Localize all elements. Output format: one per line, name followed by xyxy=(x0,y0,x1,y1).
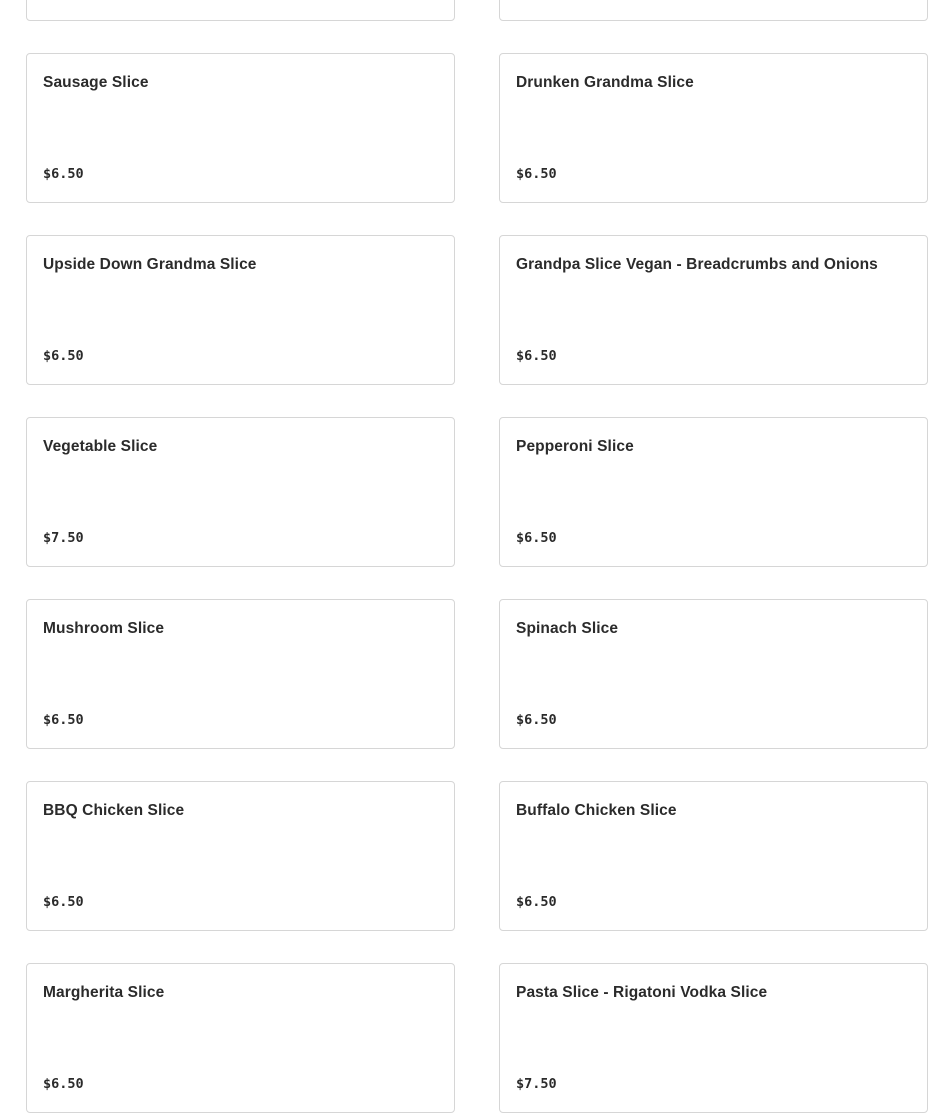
menu-item-card[interactable] xyxy=(499,417,928,567)
menu-item-name: Buffalo Chicken Slice xyxy=(516,802,677,819)
menu-item-price: $7.50 xyxy=(516,1076,557,1092)
menu-item-price: $6.50 xyxy=(43,348,84,364)
menu-item-name: Margherita Slice xyxy=(43,984,165,1001)
menu-item-name: Drunken Grandma Slice xyxy=(516,74,694,91)
menu-item-price: $6.50 xyxy=(516,712,557,728)
menu-item-card[interactable] xyxy=(499,781,928,931)
menu-item-name: Mushroom Slice xyxy=(43,620,165,637)
menu-item-card[interactable] xyxy=(26,963,455,1113)
menu-item-price: $6.50 xyxy=(43,166,84,182)
menu-item-card[interactable] xyxy=(26,53,455,203)
menu-item-price: $6.50 xyxy=(43,712,84,728)
menu-item-card[interactable] xyxy=(26,599,455,749)
menu-item-grid xyxy=(26,0,928,1113)
menu-item-name: Sausage Slice xyxy=(43,74,149,91)
menu-item-card[interactable] xyxy=(499,53,928,203)
menu-item-price: $6.50 xyxy=(516,348,557,364)
menu-item-card[interactable] xyxy=(26,417,455,567)
menu-item-price: $6.50 xyxy=(43,1076,84,1092)
menu-item-card[interactable] xyxy=(26,235,455,385)
menu-item-name: Pepperoni Slice xyxy=(516,438,634,455)
menu-item-name: Upside Down Grandma Slice xyxy=(43,256,257,273)
menu-item-card[interactable] xyxy=(26,0,455,21)
menu-item-name: Grandpa Slice Vegan - Breadcrumbs and Onions xyxy=(516,256,878,273)
menu-item-name: Pasta Slice - Rigatoni Vodka Slice xyxy=(516,984,768,1001)
menu-item-price: $6.50 xyxy=(516,166,557,182)
menu-item-price: $7.50 xyxy=(43,530,84,546)
menu-item-price: $6.50 xyxy=(516,530,557,546)
menu-item-card[interactable] xyxy=(26,781,455,931)
menu-item-card[interactable] xyxy=(499,0,928,21)
menu-item-card[interactable] xyxy=(499,599,928,749)
menu-item-name: Spinach Slice xyxy=(516,620,619,637)
menu-item-price: $6.50 xyxy=(43,894,84,910)
menu-item-card[interactable] xyxy=(499,963,928,1113)
menu-item-name: Vegetable Slice xyxy=(43,438,158,455)
menu-item-name: BBQ Chicken Slice xyxy=(43,802,185,819)
menu-item-card[interactable] xyxy=(499,235,928,385)
menu-item-price: $6.50 xyxy=(516,894,557,910)
